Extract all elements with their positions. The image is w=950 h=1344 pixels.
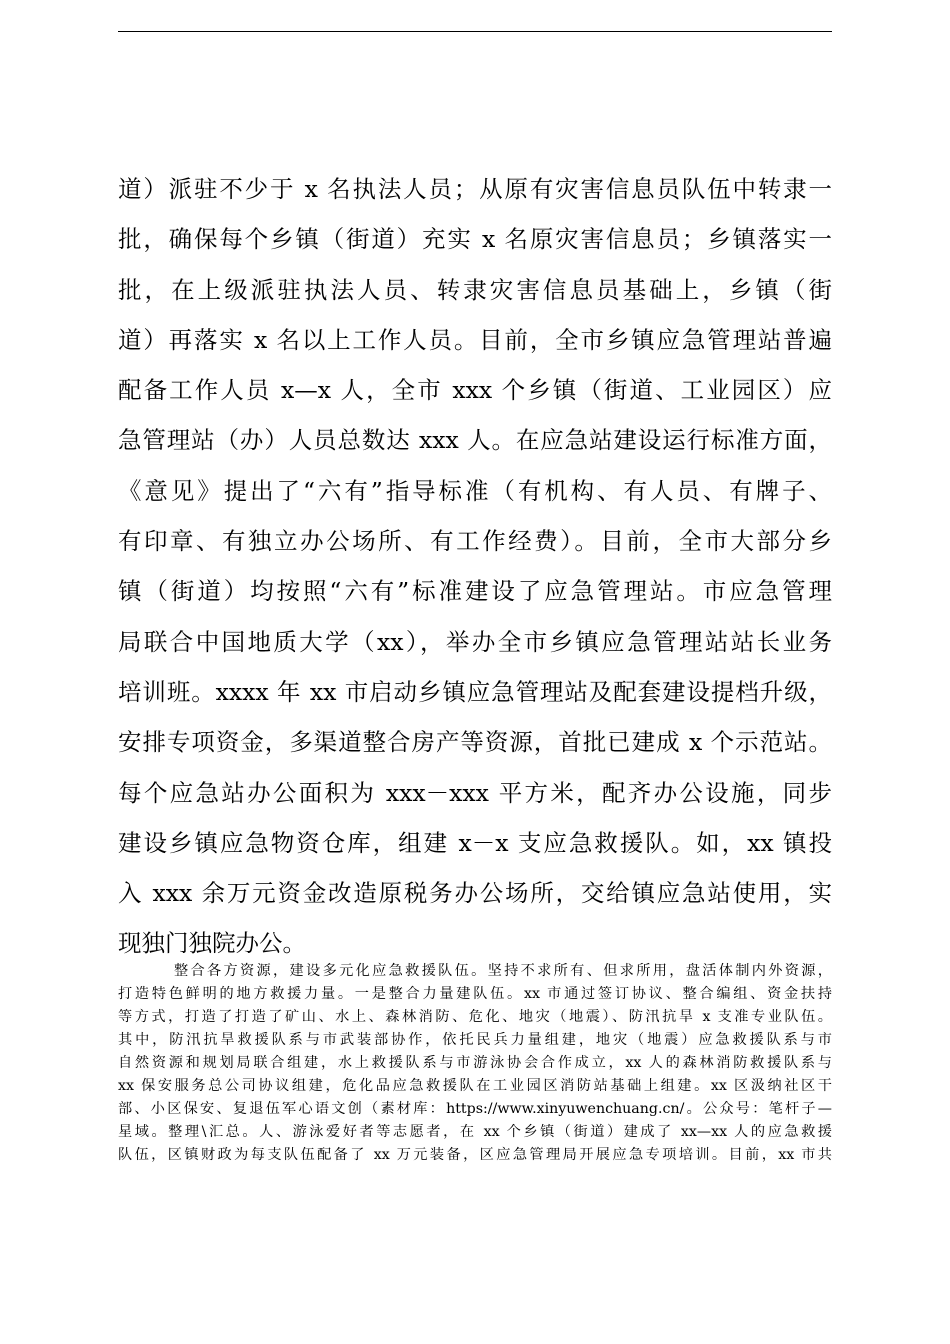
- text-line: 现独门独院办公。: [118, 929, 306, 958]
- text-line: 安排专项资金，多渠道整合房产等资源，首批已建成 x 个示范站。: [118, 728, 832, 757]
- text-line: 道）再落实 x 名以上工作人员。目前，全市乡镇应急管理站普遍: [118, 325, 832, 354]
- text-line: 有印章、有独立办公场所、有工作经费）。目前，全市大部分乡: [118, 527, 832, 556]
- header-rule: [118, 31, 832, 32]
- text-line: 《意见》提出了“六有”指导标准（有机构、有人员、有牌子、: [118, 476, 832, 505]
- text-line: 整合各方资源，建设多元化应急救援队伍。坚持不求所有、但求所用，盘活体制内外资源，: [174, 963, 832, 979]
- text-line: 队伍，区镇财政为每支队伍配备了 xx 万元装备，区应急管理局开展应急专项培训。目前，xx 市共: [118, 1147, 832, 1163]
- text-line: 建设乡镇应急物资仓库，组建 x－x 支应急救援队。如，xx 镇投: [118, 828, 832, 857]
- text-line: 每个应急站办公面积为 xxx－xxx 平方米，配齐办公设施，同步: [118, 778, 832, 807]
- text-line: 星域。整理\汇总。人、游泳爱好者等志愿者，在 xx 个乡镇（街道）建成了 xx—xx 人的应急救援: [118, 1124, 832, 1140]
- text-line: 培训班。xxxx 年 xx 市启动乡镇应急管理站及配套建设提档升级，: [118, 677, 832, 706]
- text-line: 批，确保每个乡镇（街道）充实 x 名原灾害信息员；乡镇落实一: [118, 225, 832, 254]
- text-line: 批，在上级派驻执法人员、转隶灾害信息员基础上，乡镇（街: [118, 275, 832, 304]
- text-line: 急管理站（办）人员总数达 xxx 人。在应急站建设运行标准方面，: [118, 426, 832, 455]
- text-line: 打造特色鲜明的地方救援力量。一是整合力量建队伍。xx 市通过签订协议、整合编组、资金扶持: [118, 986, 832, 1002]
- body-paragraph-small: [118, 960, 832, 1167]
- text-line: 自然资源和规划局联合组建，水上救援队系与市游泳协会合作成立，xx 人的森林消防救援队系与: [118, 1055, 832, 1071]
- text-line: 道）派驻不少于 x 名执法人员；从原有灾害信息员队伍中转隶一: [118, 175, 832, 203]
- text-line: xx 保安服务总公司协议组建，危化品应急救援队在工业园区消防站基础上组建。xx 区汲纳社区干: [118, 1078, 832, 1094]
- text-line: 入 xxx 余万元资金改造原税务办公场所，交给镇应急站使用，实: [118, 879, 832, 908]
- text-line: 配备工作人员 x—x 人，全市 xxx 个乡镇（街道、工业园区）应: [118, 376, 832, 405]
- text-line: 其中，防汛抗旱救援队系与市武装部协作，依托民兵力量组建，地灾（地震）应急救援队系与市: [118, 1032, 832, 1048]
- text-line: 镇（街道）均按照“六有”标准建设了应急管理站。市应急管理: [118, 577, 832, 606]
- text-line: 局联合中国地质大学（xx），举办全市乡镇应急管理站站长业务: [118, 627, 832, 656]
- body-paragraph-large: [118, 164, 832, 969]
- text-line: 部、小区保安、复退伍军心语文创（素材库：https://www.xinyuwenchuang.cn/。公众号：笔杆子—: [118, 1101, 832, 1117]
- text-line: 等方式，打造了打造了矿山、水上、森林消防、危化、地灾（地震）、防汛抗旱 x 支准专业队伍。: [118, 1009, 832, 1025]
